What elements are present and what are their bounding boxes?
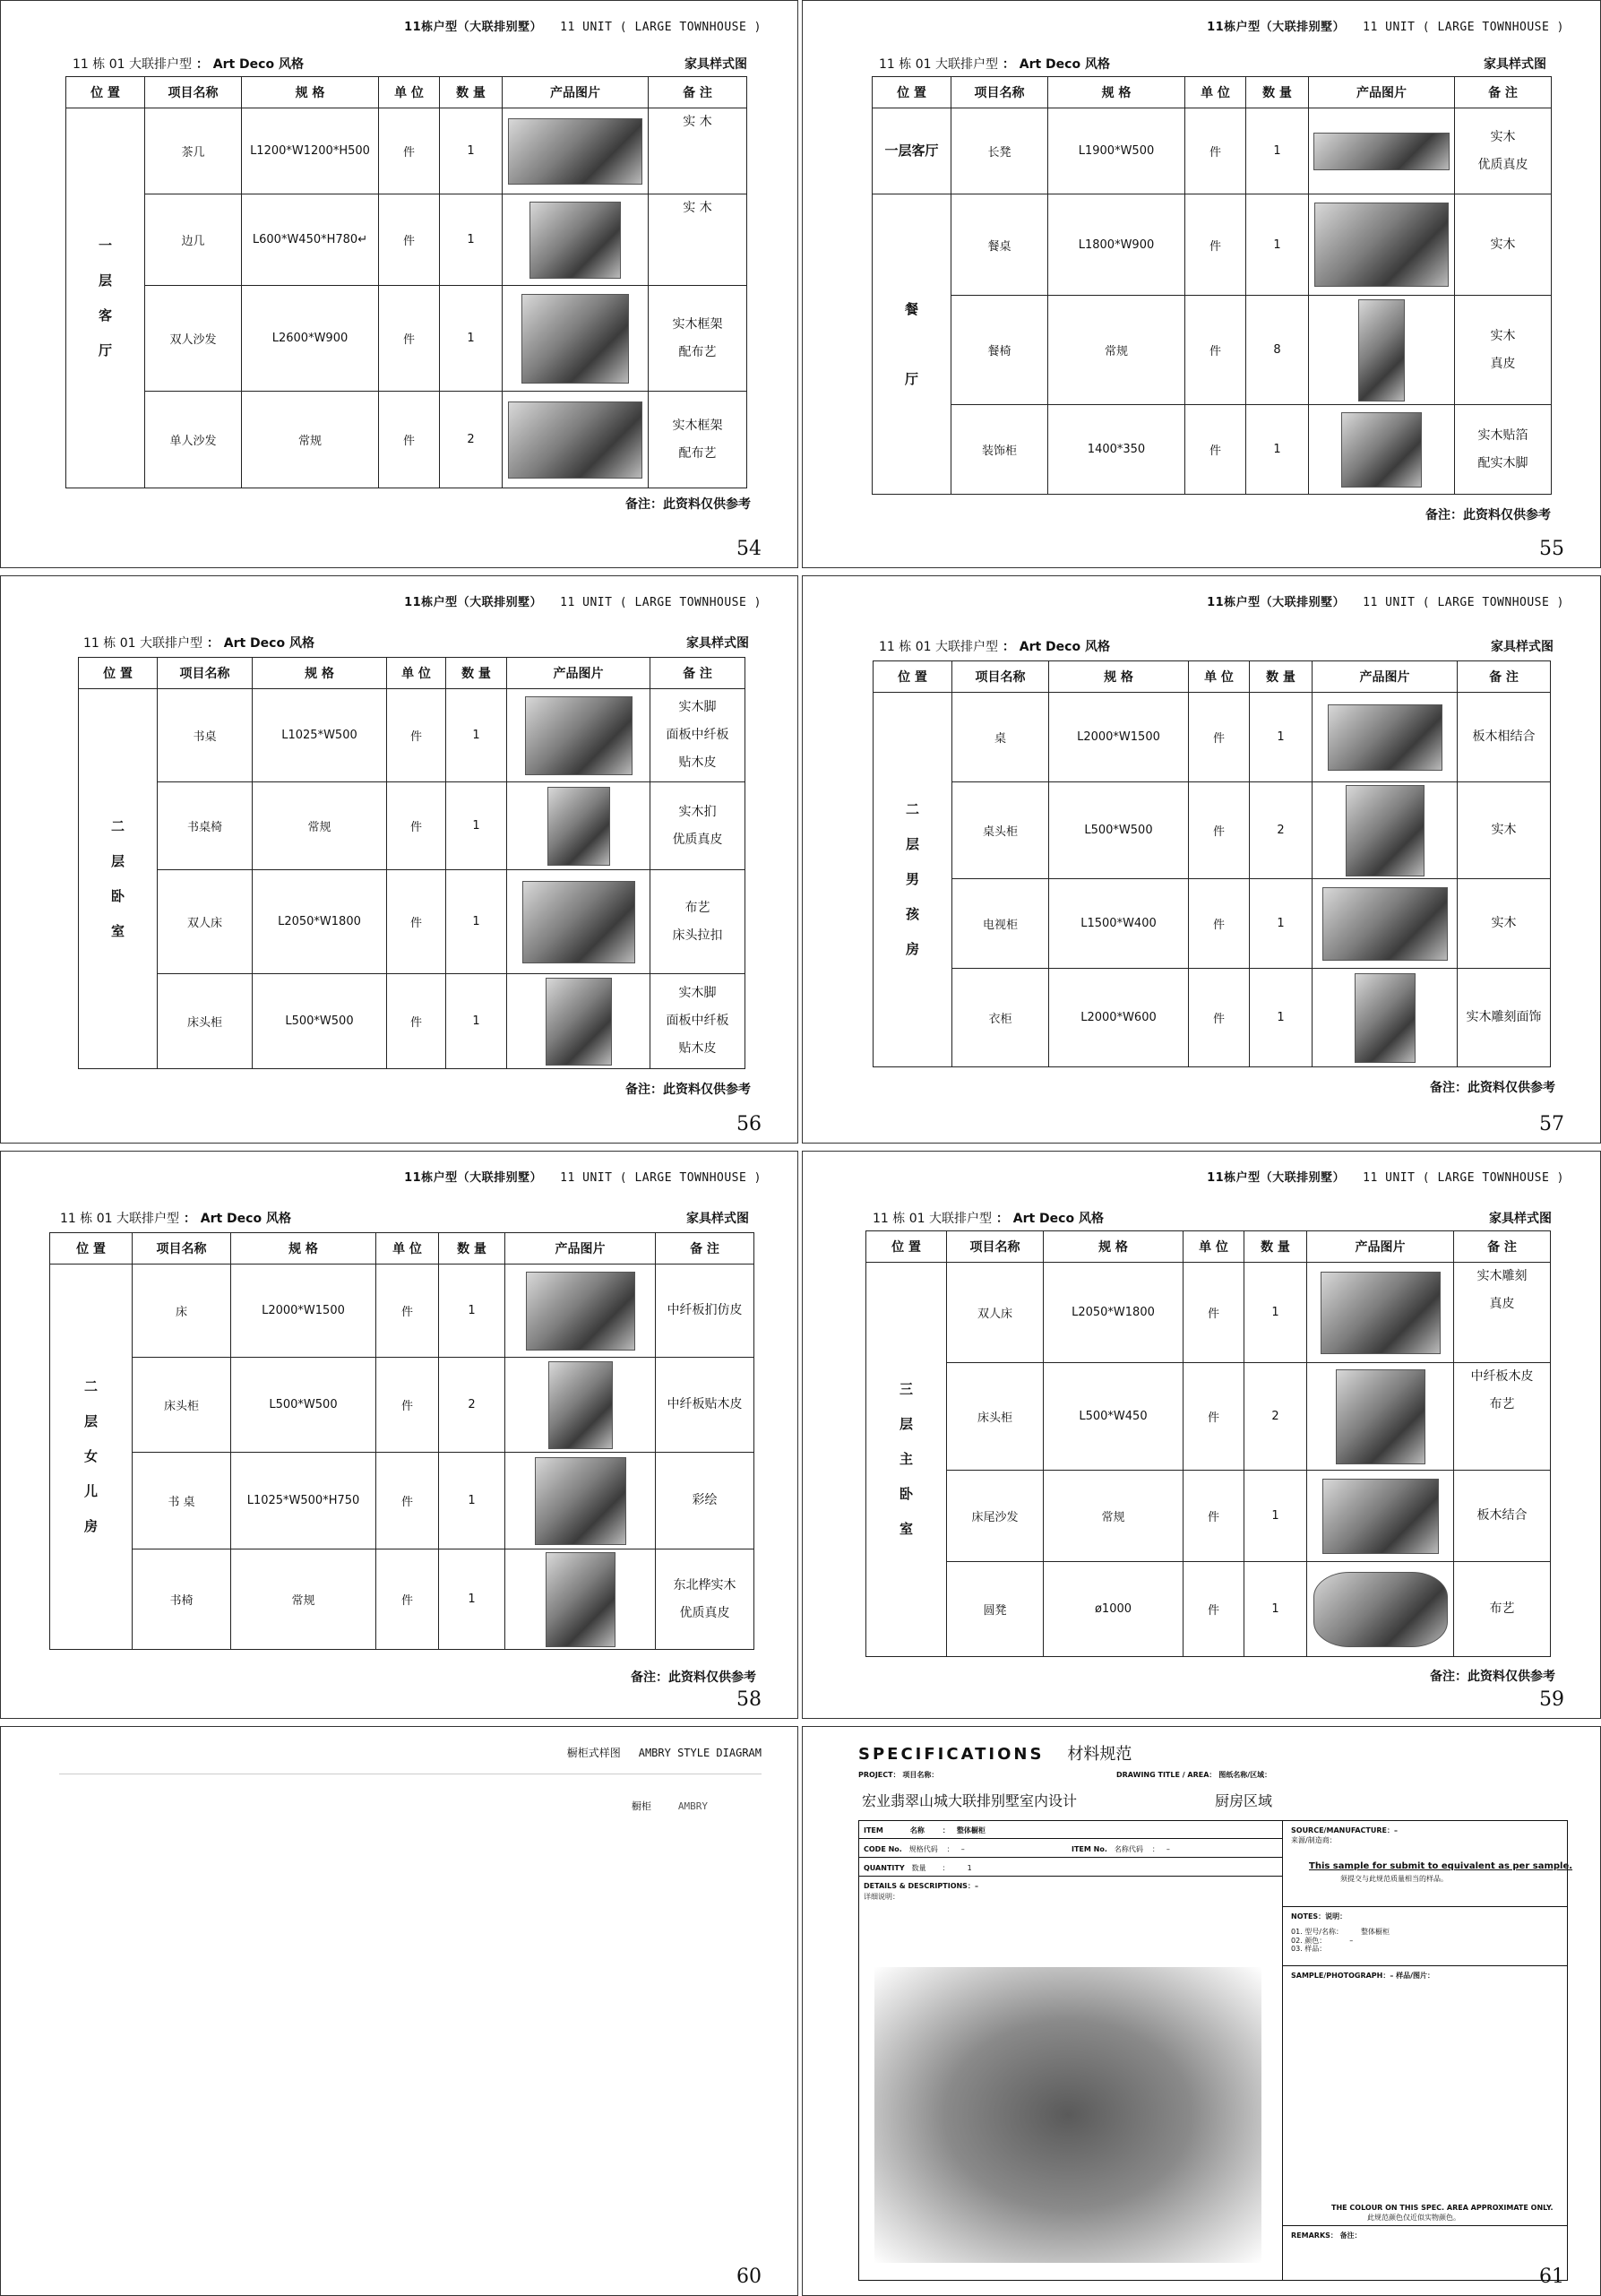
item-spec: 常规 xyxy=(1048,296,1185,405)
item-photo xyxy=(507,782,650,870)
item-name: 装饰柜 xyxy=(951,405,1048,495)
item-qty: 1 xyxy=(440,194,503,286)
page-54 xyxy=(0,0,798,568)
reference-note: 备注：此资料仅供参考 xyxy=(1430,1081,1555,1095)
item-spec: L2600*W900 xyxy=(242,286,379,392)
table-right-label: 家具样式图 xyxy=(686,636,749,651)
item-remark: 中纤板贴木皮 xyxy=(656,1358,754,1453)
col-remark: 备 注 xyxy=(656,1233,754,1265)
item-spec: L2000*W600 xyxy=(1049,969,1189,1067)
item-name: 书桌椅 xyxy=(158,782,253,870)
col-spec: 规 格 xyxy=(1049,661,1189,693)
photo-label: SAMPLE/PHOTOGRAPH：– 样品/图片： xyxy=(1291,1972,1435,1980)
item-remark: 布艺 床头拉扣 xyxy=(650,870,745,974)
item-name: 书椅 xyxy=(133,1549,231,1650)
col-photo: 产品图片 xyxy=(1307,1231,1454,1263)
item-name: 边几 xyxy=(145,194,242,286)
item-name: 电视柜 xyxy=(952,879,1049,969)
page-number: 55 xyxy=(1539,538,1564,560)
item-qty: 1 xyxy=(1246,108,1309,194)
item-name: 双人床 xyxy=(158,870,253,974)
page-header: 橱柜式样图 AMBRY STYLE DIAGRAM xyxy=(566,1747,762,1759)
details-label: DETAILS & DESCRIPTIONS：– xyxy=(864,1882,978,1890)
area-name: 厨房区域 xyxy=(1215,1792,1273,1809)
page-57 xyxy=(802,575,1601,1144)
col-spec: 规 格 xyxy=(1048,77,1185,108)
item-qty: 2 xyxy=(440,392,503,488)
item-qty: 1 xyxy=(1250,969,1313,1067)
notes-list: 01. 型号/名称： 整体橱柜 02. 颜色： – 03. 样品： xyxy=(1291,1928,1390,1954)
item-unit: 件 xyxy=(379,194,440,286)
item-photo xyxy=(1307,1471,1454,1562)
col-photo: 产品图片 xyxy=(1313,661,1458,693)
col-remark: 备 注 xyxy=(650,658,745,689)
item-unit: 件 xyxy=(376,1549,439,1650)
furniture-table xyxy=(49,1232,754,1650)
col-qty: 数 量 xyxy=(1244,1231,1307,1263)
item-photo xyxy=(505,1453,656,1549)
item-spec: L500*W450 xyxy=(1044,1363,1184,1471)
ambry-label: 橱柜 AMBRY xyxy=(631,1800,708,1812)
col-remark: 备 注 xyxy=(649,77,747,108)
item-name: 长凳 xyxy=(951,108,1048,194)
col-location: 位 置 xyxy=(873,77,951,108)
item-remark: 实木雕刻面饰 xyxy=(1458,969,1551,1067)
item-row: ITEM 名称 ： 整体橱柜 xyxy=(864,1826,986,1834)
col-unit: 单 位 xyxy=(1184,1231,1244,1263)
item-photo xyxy=(1307,1363,1454,1471)
page-55 xyxy=(802,0,1601,568)
item-spec: L600*W450*H780↵ xyxy=(242,194,379,286)
col-item: 项目名称 xyxy=(158,658,253,689)
item-unit: 件 xyxy=(387,974,446,1069)
colour-note: THE COLOUR ON THIS SPEC. AREA APPROXIMATE ONLY. xyxy=(1331,2204,1554,2212)
notes-label: NOTES：说明： xyxy=(1291,1912,1347,1921)
table-title: 11 栋 01 大联排户型 ： Art Deco 风格 xyxy=(879,57,1110,72)
details-cn: 详细说明： xyxy=(864,1893,899,1901)
item-unit: 件 xyxy=(376,1265,439,1358)
col-location: 位 置 xyxy=(50,1233,133,1265)
table-right-label: 家具样式图 xyxy=(684,57,747,72)
reference-note: 备注：此资料仅供参考 xyxy=(625,497,751,512)
item-unit: 件 xyxy=(1184,1562,1244,1657)
col-item: 项目名称 xyxy=(952,661,1049,693)
item-remark: 实木雕刻 真皮 xyxy=(1454,1263,1551,1363)
item-name: 桌头柜 xyxy=(952,782,1049,879)
item-name: 床尾沙发 xyxy=(947,1471,1044,1562)
item-qty: 1 xyxy=(446,689,507,782)
page-58 xyxy=(0,1151,798,1719)
item-name: 衣柜 xyxy=(952,969,1049,1067)
item-spec: L500*W500 xyxy=(253,974,387,1069)
item-qty: 1 xyxy=(1250,693,1313,782)
item-remark: 实木 xyxy=(1458,782,1551,879)
furniture-table xyxy=(872,76,1552,495)
furniture-table xyxy=(65,76,747,488)
col-spec: 规 格 xyxy=(231,1233,376,1265)
item-photo xyxy=(507,974,650,1069)
location-cell: 二 层 男 孩 房 xyxy=(874,693,952,1067)
item-qty: 1 xyxy=(1246,405,1309,495)
item-qty: 2 xyxy=(1250,782,1313,879)
item-photo xyxy=(1313,969,1458,1067)
item-remark: 板木相结合 xyxy=(1458,693,1551,782)
page-60 xyxy=(0,1726,798,2296)
page-header: 11栋户型（大联排别墅） 11 UNIT ( LARGE TOWNHOUSE ) xyxy=(1207,1171,1564,1185)
item-photo xyxy=(1309,194,1455,296)
item-remark: 中纤板扪仿皮 xyxy=(656,1265,754,1358)
furniture-table xyxy=(873,660,1551,1067)
item-remark: 实木扪 优质真皮 xyxy=(650,782,745,870)
item-unit: 件 xyxy=(1189,693,1250,782)
table-title: 11 栋 01 大联排户型 ： Art Deco 风格 xyxy=(879,640,1110,654)
col-unit: 单 位 xyxy=(1185,77,1246,108)
item-remark: 实 木 xyxy=(649,194,747,286)
item-spec: L1025*W500 xyxy=(253,689,387,782)
item-photo xyxy=(505,1549,656,1650)
sample-cn: 须提交与此规范质量相当的样品。 xyxy=(1340,1875,1448,1883)
item-qty: 1 xyxy=(1246,194,1309,296)
furniture-table xyxy=(865,1230,1551,1657)
item-qty: 1 xyxy=(1244,1562,1307,1657)
col-photo: 产品图片 xyxy=(503,77,649,108)
item-remark: 实 木 xyxy=(649,108,747,194)
location-cell: 三 层 主 卧 室 xyxy=(866,1263,947,1657)
item-unit: 件 xyxy=(387,870,446,974)
drawing-label: DRAWING TITLE / AREA： 图纸名称/区域： xyxy=(1116,1771,1272,1779)
item-unit: 件 xyxy=(376,1358,439,1453)
col-qty: 数 量 xyxy=(446,658,507,689)
project-label: PROJECT： 项目名称： xyxy=(858,1771,939,1779)
col-unit: 单 位 xyxy=(376,1233,439,1265)
item-photo xyxy=(503,392,649,488)
item-no-row: ITEM No. 名称代码 ： – xyxy=(1072,1845,1170,1853)
item-spec: 1400*350 xyxy=(1048,405,1185,495)
reference-note: 备注：此资料仅供参考 xyxy=(631,1670,756,1685)
item-qty: 2 xyxy=(439,1358,505,1453)
kitchen-photo xyxy=(874,1967,1261,2263)
item-photo xyxy=(503,286,649,392)
item-unit: 件 xyxy=(1189,879,1250,969)
item-remark: 实木贴箔 配实木脚 xyxy=(1455,405,1552,495)
item-spec: L1900*W500 xyxy=(1048,108,1185,194)
item-photo xyxy=(505,1358,656,1453)
col-qty: 数 量 xyxy=(439,1233,505,1265)
item-unit: 件 xyxy=(1185,405,1246,495)
item-qty: 8 xyxy=(1246,296,1309,405)
item-unit: 件 xyxy=(379,108,440,194)
item-unit: 件 xyxy=(376,1453,439,1549)
col-location: 位 置 xyxy=(866,1231,947,1263)
item-spec: 常规 xyxy=(231,1549,376,1650)
location-cell: 一层客厅 xyxy=(873,108,951,194)
item-spec: ø1000 xyxy=(1044,1562,1184,1657)
remarks-label: REMARKS： 备注： xyxy=(1291,2231,1362,2240)
item-photo xyxy=(1313,879,1458,969)
item-unit: 件 xyxy=(379,392,440,488)
location-cell: 餐 厅 xyxy=(873,194,951,495)
col-item: 项目名称 xyxy=(951,77,1048,108)
table-right-label: 家具样式图 xyxy=(1484,57,1546,72)
item-unit: 件 xyxy=(379,286,440,392)
table-right-label: 家具样式图 xyxy=(1489,1212,1552,1226)
item-qty: 1 xyxy=(439,1549,505,1650)
item-name: 床 xyxy=(133,1265,231,1358)
page-header: 11栋户型（大联排别墅） 11 UNIT ( LARGE TOWNHOUSE ) xyxy=(404,596,762,609)
colour-note-cn: 此规范颜色仅近似实物颜色。 xyxy=(1367,2214,1460,2222)
page-56 xyxy=(0,575,798,1144)
item-photo xyxy=(1309,405,1455,495)
item-qty: 1 xyxy=(446,870,507,974)
col-qty: 数 量 xyxy=(440,77,503,108)
table-title: 11 栋 01 大联排户型 ： Art Deco 风格 xyxy=(60,1212,291,1226)
item-qty: 1 xyxy=(439,1265,505,1358)
page-header: 11栋户型（大联排别墅） 11 UNIT ( LARGE TOWNHOUSE ) xyxy=(404,1171,762,1185)
page-number: 56 xyxy=(736,1113,762,1135)
item-remark: 布艺 xyxy=(1454,1562,1551,1657)
item-photo xyxy=(1307,1263,1454,1363)
item-photo xyxy=(503,108,649,194)
item-remark: 实木脚 面板中纤板 贴木皮 xyxy=(650,689,745,782)
col-location: 位 置 xyxy=(79,658,158,689)
item-unit: 件 xyxy=(1185,108,1246,194)
item-name: 单人沙发 xyxy=(145,392,242,488)
item-remark: 彩绘 xyxy=(656,1453,754,1549)
item-spec: L500*W500 xyxy=(231,1358,376,1453)
item-name: 茶几 xyxy=(145,108,242,194)
page-number: 54 xyxy=(736,538,762,560)
page-number: 60 xyxy=(736,2266,762,2288)
item-qty: 1 xyxy=(446,974,507,1069)
table-title: 11 栋 01 大联排户型 ： Art Deco 风格 xyxy=(73,57,304,72)
location-cell: 二 层 卧 室 xyxy=(79,689,158,1069)
col-location: 位 置 xyxy=(874,661,952,693)
project-name: 宏业翡翠山城大联排别墅室内设计 xyxy=(862,1792,1078,1809)
item-spec: 常规 xyxy=(242,392,379,488)
item-remark: 实木 xyxy=(1458,879,1551,969)
page-61 xyxy=(802,1726,1601,2296)
item-photo xyxy=(507,870,650,974)
item-qty: 1 xyxy=(1244,1471,1307,1562)
page-number: 59 xyxy=(1539,1688,1564,1711)
quantity-row: QUANTITY 数量 ： 1 xyxy=(864,1864,972,1872)
col-spec: 规 格 xyxy=(242,77,379,108)
reference-note: 备注：此资料仅供参考 xyxy=(625,1083,751,1097)
item-name: 餐桌 xyxy=(951,194,1048,296)
item-name: 桌 xyxy=(952,693,1049,782)
item-remark: 实木 真皮 xyxy=(1455,296,1552,405)
source-label: SOURCE/MANUFACTURE：– xyxy=(1291,1826,1399,1834)
sample-text: This sample for submit to equivalent as per sample. xyxy=(1309,1861,1573,1871)
col-photo: 产品图片 xyxy=(507,658,650,689)
reference-note: 备注：此资料仅供参考 xyxy=(1430,1670,1555,1684)
item-qty: 1 xyxy=(440,108,503,194)
item-qty: 1 xyxy=(1244,1263,1307,1363)
col-photo: 产品图片 xyxy=(1309,77,1455,108)
item-name: 餐椅 xyxy=(951,296,1048,405)
col-photo: 产品图片 xyxy=(505,1233,656,1265)
item-qty: 1 xyxy=(446,782,507,870)
page-header: 11栋户型（大联排别墅） 11 UNIT ( LARGE TOWNHOUSE ) xyxy=(1207,21,1564,34)
table-title: 11 栋 01 大联排户型 ： Art Deco 风格 xyxy=(83,636,314,651)
location-cell: 一 层 客 厅 xyxy=(66,108,145,488)
item-spec: L1800*W900 xyxy=(1048,194,1185,296)
source-cn: 来源/制造商： xyxy=(1291,1836,1337,1844)
item-remark: 东北桦实木 优质真皮 xyxy=(656,1549,754,1650)
item-photo xyxy=(1309,296,1455,405)
page-header: 11栋户型（大联排别墅） 11 UNIT ( LARGE TOWNHOUSE ) xyxy=(404,21,762,34)
item-remark: 实木 xyxy=(1455,194,1552,296)
item-photo xyxy=(1313,693,1458,782)
item-name: 床头柜 xyxy=(158,974,253,1069)
item-unit: 件 xyxy=(1184,1363,1244,1471)
col-item: 项目名称 xyxy=(947,1231,1044,1263)
spec-title: SPECIFICATIONS 材料规范 xyxy=(858,1745,1132,1764)
item-unit: 件 xyxy=(1189,969,1250,1067)
item-qty: 1 xyxy=(1250,879,1313,969)
item-spec: L1200*W1200*H500 xyxy=(242,108,379,194)
page-number: 58 xyxy=(736,1688,762,1711)
col-location: 位 置 xyxy=(66,77,145,108)
item-photo xyxy=(505,1265,656,1358)
reference-note: 备注：此资料仅供参考 xyxy=(1425,508,1551,522)
col-remark: 备 注 xyxy=(1455,77,1552,108)
item-remark: 实木 优质真皮 xyxy=(1455,108,1552,194)
item-photo xyxy=(1307,1562,1454,1657)
item-spec: L1025*W500*H750 xyxy=(231,1453,376,1549)
furniture-table xyxy=(78,657,745,1069)
col-remark: 备 注 xyxy=(1454,1231,1551,1263)
page-number: 61 xyxy=(1539,2266,1564,2288)
col-item: 项目名称 xyxy=(145,77,242,108)
item-qty: 1 xyxy=(440,286,503,392)
item-name: 双人床 xyxy=(947,1263,1044,1363)
col-item: 项目名称 xyxy=(133,1233,231,1265)
item-unit: 件 xyxy=(1184,1263,1244,1363)
col-unit: 单 位 xyxy=(379,77,440,108)
item-name: 书 桌 xyxy=(133,1453,231,1549)
page-header: 11栋户型（大联排别墅） 11 UNIT ( LARGE TOWNHOUSE ) xyxy=(1207,596,1564,609)
item-unit: 件 xyxy=(1185,194,1246,296)
item-qty: 1 xyxy=(439,1453,505,1549)
table-title: 11 栋 01 大联排户型 ： Art Deco 风格 xyxy=(873,1212,1104,1226)
col-unit: 单 位 xyxy=(1189,661,1250,693)
item-spec: 常规 xyxy=(253,782,387,870)
item-photo xyxy=(1309,108,1455,194)
location-cell: 二 层 女 儿 房 xyxy=(50,1265,133,1650)
item-unit: 件 xyxy=(1189,782,1250,879)
col-qty: 数 量 xyxy=(1246,77,1309,108)
item-name: 床头柜 xyxy=(947,1363,1044,1471)
item-remark: 中纤板木皮 布艺 xyxy=(1454,1363,1551,1471)
item-qty: 2 xyxy=(1244,1363,1307,1471)
page-59 xyxy=(802,1151,1601,1719)
col-spec: 规 格 xyxy=(1044,1231,1184,1263)
page-number: 57 xyxy=(1539,1113,1564,1135)
item-spec: L500*W500 xyxy=(1049,782,1189,879)
code-row: CODE No. 规格代码 ： – xyxy=(864,1845,965,1853)
col-qty: 数 量 xyxy=(1250,661,1313,693)
item-name: 书桌 xyxy=(158,689,253,782)
item-remark: 实木框架 配布艺 xyxy=(649,392,747,488)
item-spec: L2000*W1500 xyxy=(1049,693,1189,782)
item-remark: 板木结合 xyxy=(1454,1471,1551,1562)
item-spec: L2050*W1800 xyxy=(253,870,387,974)
item-remark: 实木框架 配布艺 xyxy=(649,286,747,392)
item-photo xyxy=(507,689,650,782)
item-unit: 件 xyxy=(1185,296,1246,405)
col-spec: 规 格 xyxy=(253,658,387,689)
item-photo xyxy=(1313,782,1458,879)
item-unit: 件 xyxy=(387,782,446,870)
item-remark: 实木脚 面板中纤板 贴木皮 xyxy=(650,974,745,1069)
item-name: 双人沙发 xyxy=(145,286,242,392)
table-right-label: 家具样式图 xyxy=(686,1212,749,1226)
item-name: 床头柜 xyxy=(133,1358,231,1453)
item-spec: L1500*W400 xyxy=(1049,879,1189,969)
item-unit: 件 xyxy=(387,689,446,782)
item-spec: L2000*W1500 xyxy=(231,1265,376,1358)
item-spec: 常规 xyxy=(1044,1471,1184,1562)
table-right-label: 家具样式图 xyxy=(1491,640,1554,654)
item-unit: 件 xyxy=(1184,1471,1244,1562)
item-photo xyxy=(503,194,649,286)
item-spec: L2050*W1800 xyxy=(1044,1263,1184,1363)
item-name: 圆凳 xyxy=(947,1562,1044,1657)
col-remark: 备 注 xyxy=(1458,661,1551,693)
col-unit: 单 位 xyxy=(387,658,446,689)
